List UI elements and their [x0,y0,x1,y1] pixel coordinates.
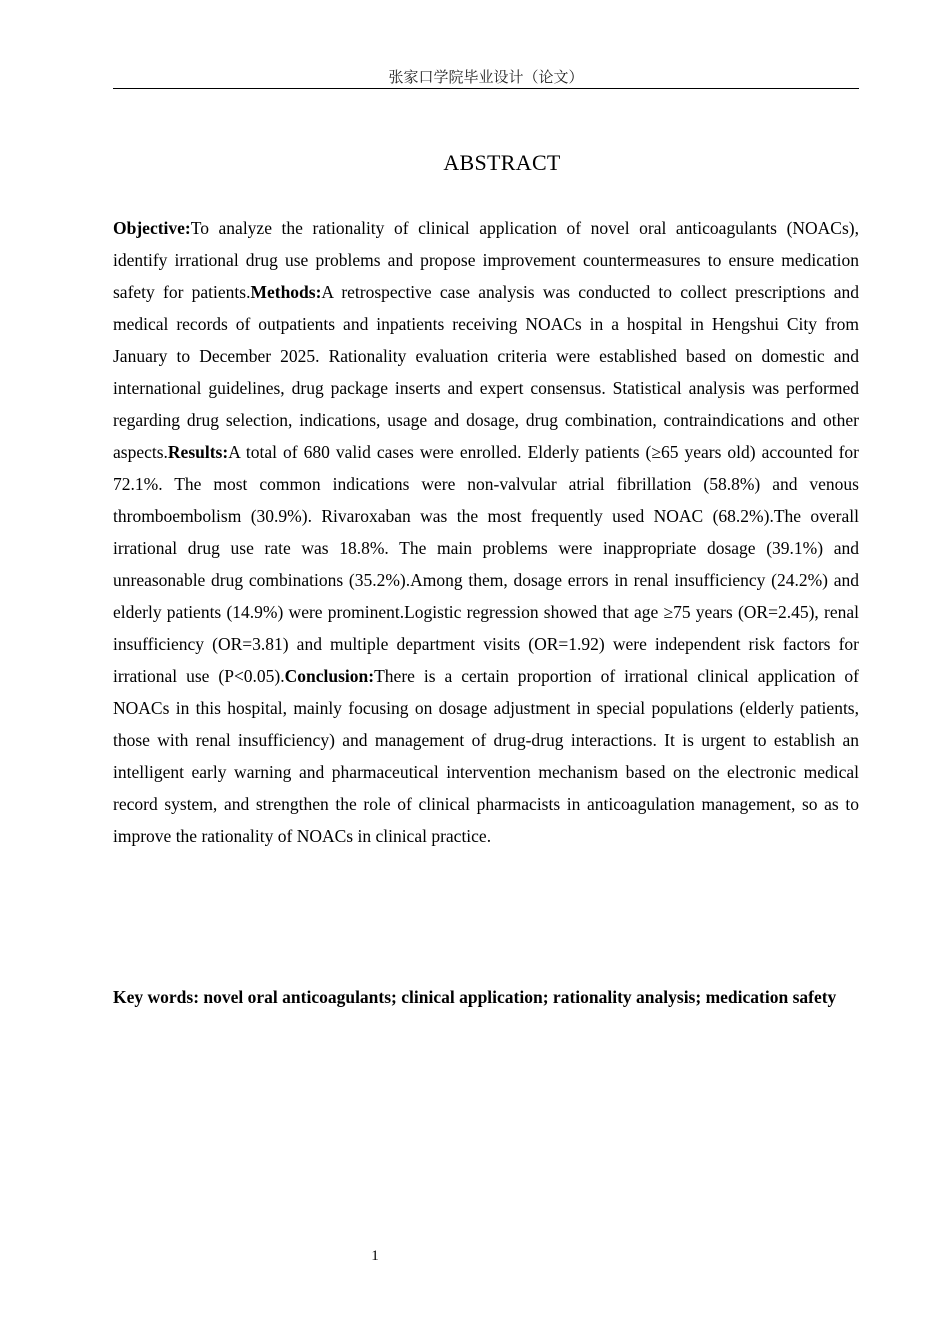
results-label: Results: [167,442,229,462]
running-header: 张家口学院毕业设计（论文） [388,70,584,86]
results-text: A total of 680 valid cases were enrolled. Elderly patients (≥65 years old) accounted for 72.1%. The most common indications were non-valvular atrial fibrillation (58.8%) and venous thromboembolism (30.9%). Rivaroxaban was the most frequently used NOAC (68.2%).The overall irrational drug use rate was 18.8%. The main problems were inappropriate dosage (39.1%) and unreasonable drug combinations (35.2%).Among them, dosage errors in renal insufficiency (24.2%) and elderly patients (14.9%) were prominent.Logistic regression showed that age ≥75 years (OR=2.45), renal insufficiency (OR=3.81) and multiple department visits (OR=1.92) were independent risk factors for irrational use (P<0.05). [113,442,859,686]
methods-label: Methods: [250,282,322,302]
abstract-title: ABSTRACT [443,150,561,175]
objective-label: Objective: [113,218,191,238]
methods-text: A retrospective case analysis was conducted to collect prescriptions and medical records of outpatients and inpatients receiving NOACs in a hospital in Hengshui City from January to December 2025. Rationality evaluation criteria were established based on domestic and international guidelines, drug package inserts and expert consensus. Statistical analysis was performed regarding drug selection, indications, usage and dosage, drug combination, contraindications and other aspects. [113,282,859,462]
conclusion-label: Conclusion: [284,666,375,686]
header-rule [113,88,859,89]
objective-text: To analyze the rationality of clinical application of novel oral anticoagulants (NOACs), identify irrational drug use problems and propose improvement countermeasures to ensure medication safety for patients. [113,218,859,302]
conclusion-text: There is a certain proportion of irrational clinical application of NOACs in this hospital, mainly focusing on dosage adjustment in special populations (elderly patients, those with renal insufficiency) and management of drug-drug interactions. It is urgent to establish an intelligent early warning and pharmaceutical intervention mechanism based on the electronic medical record system, and strengthen the role of clinical pharmacists in anticoagulation management, so as to improve the rationality of NOACs in clinical practice. [113,666,859,846]
page-number: 1 [371,1248,379,1264]
abstract-body [113,212,859,852]
keywords: Key words: novel oral anticoagulants; clinical application; rationality analysis; medication safety [113,987,837,1007]
